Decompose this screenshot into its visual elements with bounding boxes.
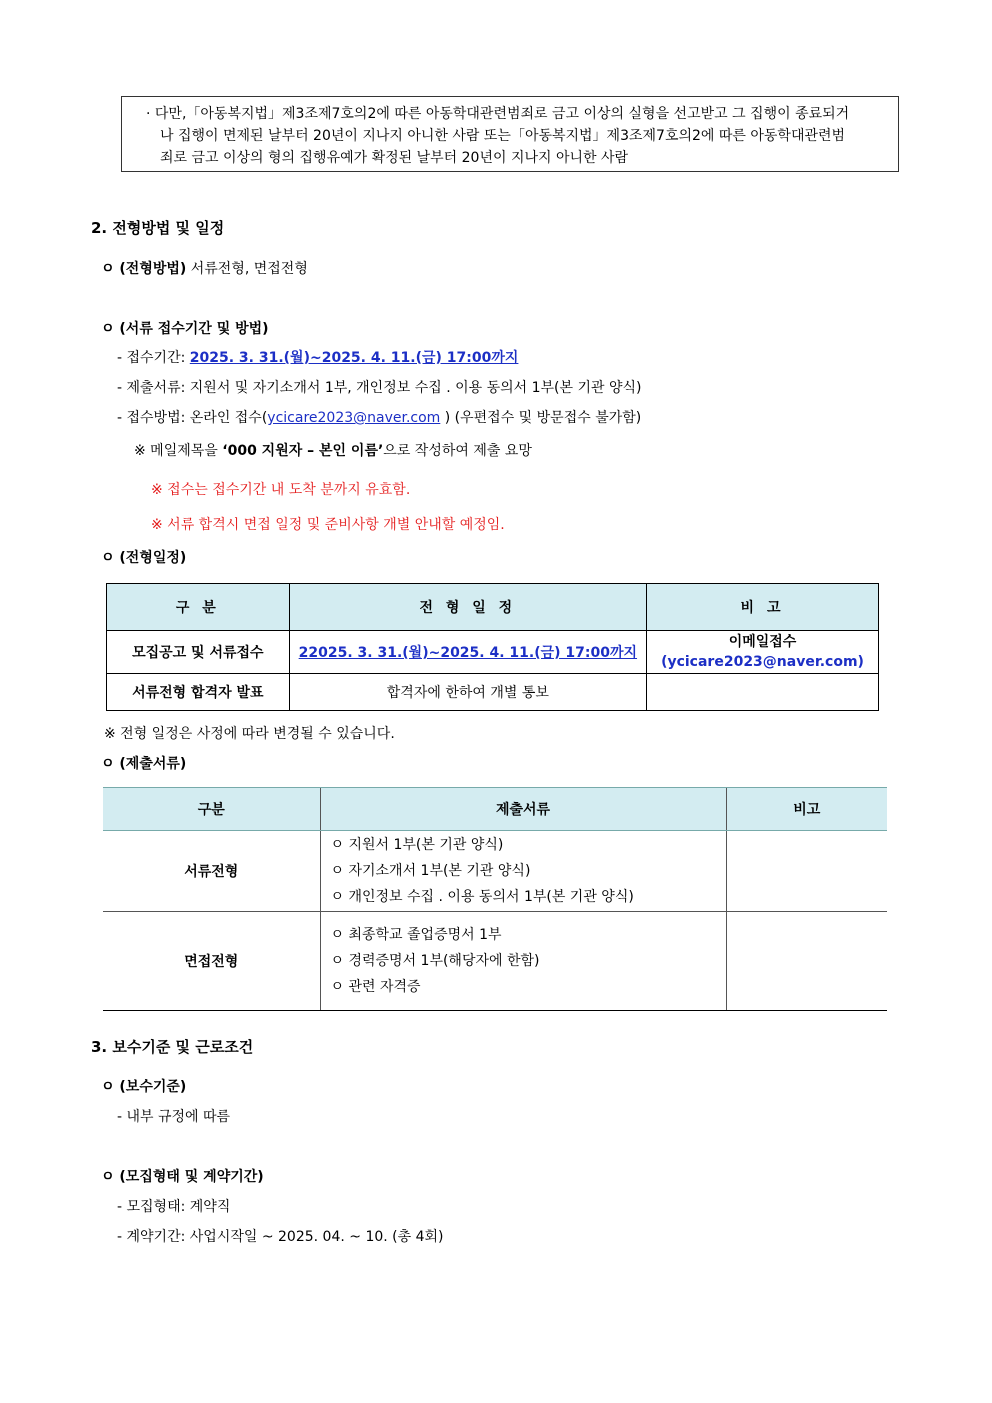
period-row <box>117 347 518 367</box>
mail-note-suffix: 으로 작성하여 제출 요망 <box>383 443 532 459</box>
notice-line-1: · 다만,「아동복지법」제3조제7호의2에 따른 아동학대관련범죄로 금고 이상의 실형을 선고받고 그 집행이 종료되거 <box>146 106 850 122</box>
schedule-header-date: 전 형 일 정 <box>289 584 646 631</box>
submission-method-row <box>117 407 641 427</box>
schedule-row-2-date: 합격자에 한하여 개별 통보 <box>289 674 646 711</box>
schedule-note: ※ 전형 일정은 사정에 따라 변경될 수 있습니다. <box>104 726 395 742</box>
schedule-row-1-date: 22025. 3. 31.(월)~2025. 4. 11.(금) 17:00까지 <box>289 631 646 674</box>
submission-header-row <box>103 788 887 831</box>
schedule-header-note: 비 고 <box>647 584 879 631</box>
mail-note-bold: ‘000 지원자 – 본인 이름’ <box>222 443 384 459</box>
pay-label: ㅇ (보수기준) <box>101 1079 187 1095</box>
section-2-title: 2. 전형방법 및 일정 <box>91 219 225 237</box>
submission-row-1-category: 서류전형 <box>103 831 320 912</box>
submission-row-2-items <box>320 912 726 1011</box>
period-prefix: - 접수기간: <box>117 350 190 366</box>
submission-row-2-note <box>726 912 887 1011</box>
list-item: ㅇ 자기소개서 1부(본 기관 양식) <box>330 863 531 879</box>
notice-box <box>121 96 899 172</box>
submission-row-1-note <box>726 831 887 912</box>
documents-row: - 제출서류: 지원서 및 자기소개서 1부, 개인정보 수집 . 이용 동의서 1부(본 기관 양식) <box>117 380 642 396</box>
submission-header-category: 구분 <box>103 788 320 831</box>
method-suffix: ) (우편접수 및 방문접수 불가함) <box>440 410 642 426</box>
method-row <box>101 258 308 278</box>
list-item: ㅇ 최종학교 졸업증명서 1부 <box>330 927 502 943</box>
red-note-2: ※ 서류 합격시 면접 일정 및 준비사항 개별 안내할 예정임. <box>151 517 505 533</box>
schedule-row-1-note-line1: 이메일접수 <box>728 634 797 650</box>
contract-label: ㅇ (모집형태 및 계약기간) <box>101 1169 264 1185</box>
docs-period-label: ㅇ (서류 접수기간 및 방법) <box>101 321 269 337</box>
submit-label: ㅇ (제출서류) <box>101 756 187 772</box>
notice-line-3: 죄로 금고 이상의 형의 집행유예가 확정된 날부터 20년이 지나지 아니한 사람 <box>160 150 629 166</box>
list-item: ㅇ 관련 자격증 <box>330 979 421 995</box>
schedule-row-1-note-line2[interactable]: (ycicare2023@naver.com) <box>661 654 864 670</box>
notice-line-2: 나 집행이 면제된 날부터 20년이 지나지 아니한 사람 또는「아동복지법」제3조제7호의2에 따른 아동학대관련범 <box>160 128 846 144</box>
method-value: 서류전형, 면접전형 <box>186 261 308 277</box>
email-link[interactable]: ycicare2023@naver.com <box>267 410 441 426</box>
period-value: 2025. 3. 31.(월)~2025. 4. 11.(금) 17:00까지 <box>189 350 519 366</box>
schedule-row-2-category: 서류전형 합격자 발표 <box>107 674 290 711</box>
contract-type: - 모집형태: 계약직 <box>117 1199 231 1215</box>
method-prefix: - 접수방법: 온라인 접수( <box>117 410 268 426</box>
table-row <box>107 631 879 674</box>
schedule-table <box>106 583 879 711</box>
mail-note-prefix: ※ 메일제목을 <box>134 443 223 459</box>
section-3-title: 3. 보수기준 및 근로조건 <box>91 1038 254 1056</box>
table-row <box>103 831 887 912</box>
submission-table <box>103 787 887 1011</box>
submission-row-1-items <box>320 831 726 912</box>
method-label: ㅇ (전형방법) <box>101 261 187 277</box>
submission-row-2-category: 면접전형 <box>103 912 320 1011</box>
schedule-row-2-note <box>647 674 879 711</box>
schedule-header-category: 구 분 <box>107 584 290 631</box>
table-row <box>107 674 879 711</box>
mail-title-note <box>134 440 532 460</box>
red-note-1: ※ 접수는 접수기간 내 도착 분까지 유효함. <box>151 482 411 498</box>
submission-header-note: 비고 <box>726 788 887 831</box>
table-row <box>103 912 887 1011</box>
list-item: ㅇ 경력증명서 1부(해당자에 한함) <box>330 953 540 969</box>
submission-header-docs: 제출서류 <box>320 788 726 831</box>
contract-period: - 계약기간: 사업시작일 ~ 2025. 04. ~ 10. (총 4회) <box>117 1229 444 1245</box>
list-item: ㅇ 지원서 1부(본 기관 양식) <box>330 837 504 853</box>
list-item: ㅇ 개인정보 수집 . 이용 동의서 1부(본 기관 양식) <box>330 889 634 905</box>
schedule-label: ㅇ (전형일정) <box>101 550 187 566</box>
pay-value: - 내부 규정에 따름 <box>117 1109 231 1125</box>
schedule-row-1-note <box>647 631 879 674</box>
schedule-header-row <box>107 584 879 631</box>
schedule-row-1-category: 모집공고 및 서류접수 <box>107 631 290 674</box>
